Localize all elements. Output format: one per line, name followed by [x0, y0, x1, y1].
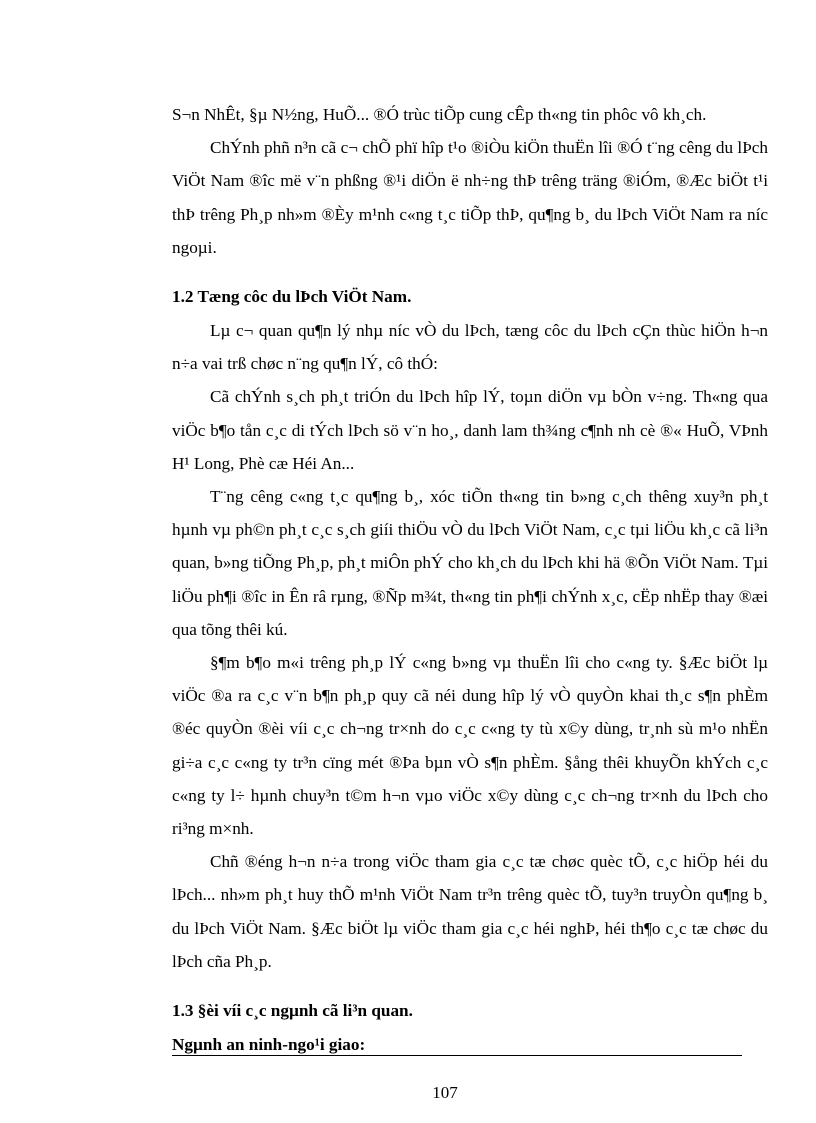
section-heading-1-3: 1.3 §èi víi c¸c ngµnh cã li³n quan. — [172, 1001, 413, 1021]
subheading: Ngµnh an ninh-ngo¹i giao: — [172, 1035, 366, 1055]
paragraph: Cã chÝnh s¸ch ph¸t triÓn du lÞch hîp lÝ, toµn diÖn vµ bÒn v÷ng. Th«ng qua viÖc b¶o tån c¸c di tÝch lÞch sö v¨n ho¸, danh lam th¾ng c¶nh nh cè ®« HuÕ, VÞnh H¹ Long, Phè cæ Héi An... — [172, 387, 768, 473]
page-number: 107 — [432, 1083, 458, 1102]
paragraph: §¶m b¶o m«i trêng ph¸p lÝ c«ng b»ng vµ thuËn lîi cho c«ng ty. §Æc biÖt lµ viÖc ®a ra c¸c v¨n b¶n ph¸p quy cã néi dung hîp lý vÒ quyÒn khai th¸c s¶n phÈm ®éc quyÒn ®èi víi c¸c ch¬ng tr×nh do c¸c c«ng ty tù x©y dùng, tr¸nh sù m¹o nhËn gi÷a c¸c c«ng ty tr³n cïng mét ®Þa bµn vÒ s¶n phÈm. §ång thêi khuyÕn khÝch c¸c c«ng ty l÷ hµnh chuy³n t©m h¬n vµo viÖc x©y dùng c¸c ch¬ng tr×nh du lÞch cho ri³ng m×nh. — [172, 653, 768, 839]
spacer — [172, 264, 768, 280]
section-heading-1-2: 1.2 Tæng côc du lÞch ViÖt Nam. — [172, 287, 412, 307]
footer-divider — [172, 1055, 742, 1056]
spacer — [172, 978, 768, 994]
paragraph: Lµ c¬ quan qu¶n lý nhµ níc vÒ du lÞch, tæng côc du lÞch cÇn thùc hiÖn h¬n n÷a vai trß chøc n¨ng qu¶n lÝ, cô thÓ: — [172, 321, 768, 374]
paragraph: S¬n NhÊt, §µ N½ng, HuÕ... ®Ó trùc tiÕp cung cÊp th«ng tin phôc vô kh¸ch. — [172, 105, 707, 124]
page-content — [172, 98, 768, 1062]
paragraph: T¨ng cêng c«ng t¸c qu¶ng b¸, xóc tiÕn th«ng tin b»ng c¸ch thêng xuy³n ph¸t hµnh vµ ph©n ph¸t c¸c s¸ch giíi thiÖu vÒ du lÞch ViÖt Nam, c¸c tµi liÖu kh¸c cã li³n quan, b»ng tiÕng Ph¸p, ph¸t miÔn phÝ cho kh¸ch du lÞch khi hä ®Õn ViÖt Nam. Tµi liÖu ph¶i ®îc in Ên râ rµng, ®Ñp m¾t, th«ng tin ph¶i chÝnh x¸c, cËp nhËp thay ®æi qua tõng thêi kú. — [172, 487, 768, 639]
paragraph: ChÝnh phñ n³n cã c¬ chÕ phï hîp t¹o ®iÒu kiÖn thuËn lîi ®Ó t¨ng cêng du lÞch ViÖt Nam ®îc më v¨n phßng ®¹i diÖn ë nh÷ng thÞ trêng träng ®iÓm, ®Æc biÖt t¹i thÞ trêng Ph¸p nh»m ®Èy m¹nh c«ng t¸c tiÕp thÞ, qu¶ng b¸ du lÞch ViÖt Nam ra níc ngoµi. — [172, 138, 768, 257]
paragraph: Chñ ®éng h¬n n÷a trong viÖc tham gia c¸c tæ chøc quèc tÕ, c¸c hiÖp héi du lÞch... nh»m ph¸t huy thÕ m¹nh ViÖt Nam tr³n trêng quèc tÕ, tuy³n truyÒn qu¶ng b¸ du lÞch ViÖt Nam. §Æc biÖt lµ viÖc tham gia c¸c héi nghÞ, héi th¶o c¸c tæ chøc du lÞch cña Ph¸p. — [172, 852, 768, 971]
